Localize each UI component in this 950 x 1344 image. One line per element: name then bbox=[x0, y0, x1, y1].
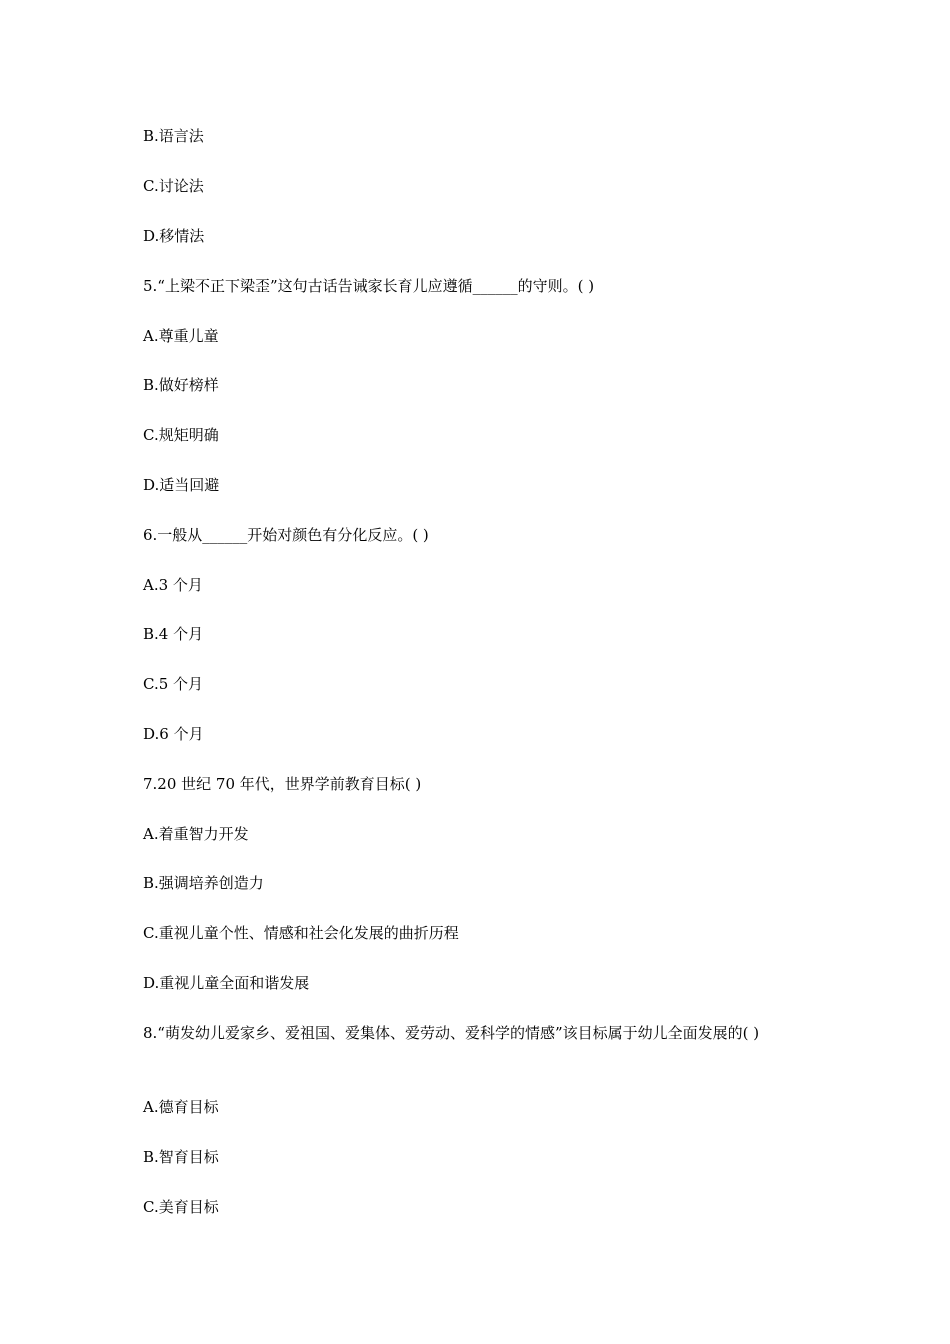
option-a-q5: A.尊重儿童 bbox=[143, 327, 219, 345]
option-d-q6: D.6 个月 bbox=[143, 725, 204, 743]
option-a-q6: A.3 个月 bbox=[143, 576, 203, 594]
option-c-q6: C.5 个月 bbox=[143, 675, 204, 693]
option-b-q4: B.语言法 bbox=[143, 127, 204, 145]
option-c-q4: C.讨论法 bbox=[143, 177, 204, 195]
option-b-q8: B.智育目标 bbox=[143, 1148, 219, 1166]
question-6: 6.一般从______开始对颜色有分化反应。( ) bbox=[143, 526, 429, 544]
option-c-q8: C.美育目标 bbox=[143, 1198, 219, 1216]
option-a-q8: A.德育目标 bbox=[143, 1098, 219, 1116]
option-a-q7: A.着重智力开发 bbox=[143, 825, 249, 843]
question-8: 8.“萌发幼儿爱家乡、爱祖国、爱集体、爱劳动、爱科学的情感”该目标属于幼儿全面发展的( ) bbox=[143, 1024, 760, 1042]
option-b-q5: B.做好榜样 bbox=[143, 376, 219, 394]
question-7: 7.20 世纪 70 年代，世界学前教育目标( ) bbox=[143, 775, 422, 793]
option-d-q5: D.适当回避 bbox=[143, 476, 220, 494]
option-c-q5: C.规矩明确 bbox=[143, 426, 219, 444]
option-c-q7: C.重视儿童个性、情感和社会化发展的曲折历程 bbox=[143, 924, 459, 942]
option-d-q7: D.重视儿童全面和谐发展 bbox=[143, 974, 310, 992]
option-b-q7: B.强调培养创造力 bbox=[143, 874, 264, 892]
option-b-q6: B.4 个月 bbox=[143, 625, 204, 643]
option-d-q4: D.移情法 bbox=[143, 227, 205, 245]
question-5: 5.“上梁不正下梁歪”这句古话告诫家长育儿应遵循______的守则。( ) bbox=[143, 277, 595, 295]
